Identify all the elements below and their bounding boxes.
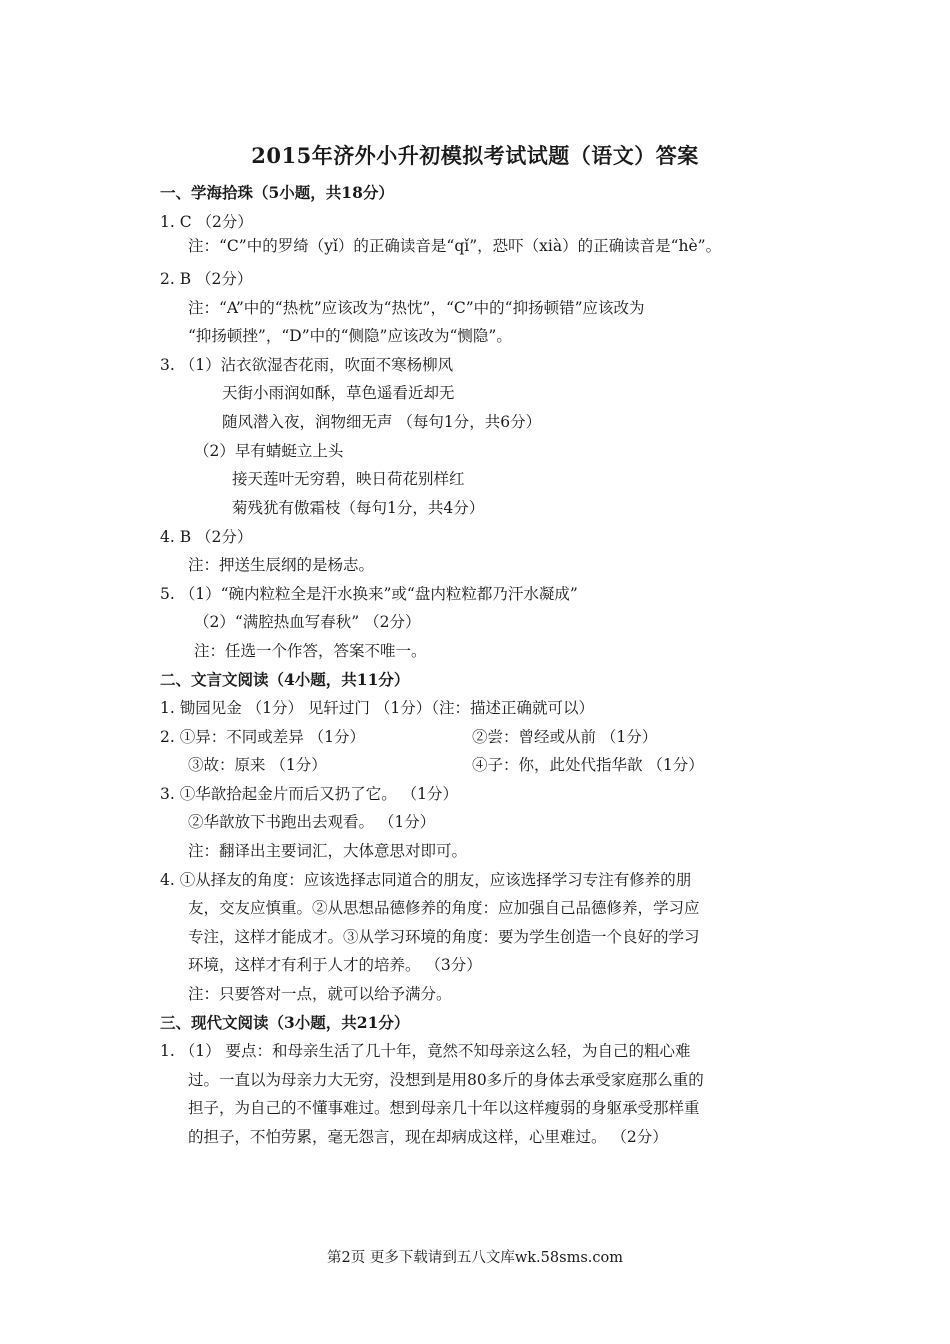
answer-line: 担子，为自己的不懂事难过。想到母亲几十年以这样瘦弱的身躯承受那样重 [188,1099,700,1117]
note-line: 注：“C”中的罗绮（yǐ）的正确读音是“qǐ”，恐吓（xià）的正确读音是“hè”。 [188,237,722,255]
answer-line: （2）早有蜻蜓立上头 [194,442,344,460]
section-heading-2: 二、文言文阅读（4小题，共11分） [160,670,410,689]
answer-line: 专注，这样才能成才。③从学习环境的角度：要为学生创造一个良好的学习 [188,928,700,946]
note-line: 注：任选一个作答，答案不唯一。 [194,642,427,660]
answer-line: ④子：你，此处代指华歆 （1分） [472,756,704,774]
answer-line: 友，交友应慎重。②从思想品德修养的角度：应加强自己品德修养，学习应 [188,899,700,917]
answer-line: 3. （1）沾衣欲湿杏花雨，吹面不寒杨柳风 [160,356,454,374]
page-footer: 第2页 更多下载请到五八文库wk.58sms.com [327,1250,623,1266]
section-heading-3: 三、现代文阅读（3小题，共21分） [160,1013,410,1032]
answer-line: 接天莲叶无穷碧，映日荷花别样红 [232,470,465,488]
answer-line: 1. C （2分） [160,213,253,231]
answer-line: 菊残犹有傲霜枝（每句1分，共4分） [232,499,485,517]
answer-line: 过。一直以为母亲力大无穷，没想到是用80多斤的身体去承受家庭那么重的 [188,1071,704,1089]
answer-line: 随风潜入夜，润物细无声 （每句1分，共6分） [222,413,542,431]
answer-line: 5. （1）“碗内粒粒全是汗水换来”或“盘内粒粒都乃汗水凝成” [160,585,578,603]
answer-line: ③故：原来 （1分） [188,756,327,774]
answer-line: 1. （1） 要点：和母亲生活了几十年，竟然不知母亲这么轻，为自己的粗心难 [160,1042,691,1060]
section-heading-1: 一、学海拾珠（5小题，共18分） [160,183,394,202]
answer-line: ②华歆放下书跑出去观看。 （1分） [188,813,436,831]
note-line: 注：押送生辰纲的是杨志。 [188,556,375,574]
note-line: 注：翻译出主要词汇，大体意思对即可。 [188,842,468,860]
note-line: 注：“A”中的“热枕”应该改为“热忱”，“C”中的“抑扬顿错”应该改为 [188,299,645,317]
answer-line: 环境，这样才有利于人才的培养。 （3分） [188,956,482,974]
answer-line: 天街小雨润如酥，草色遥看近却无 [222,384,455,402]
answer-line: 2. B （2分） [160,270,253,288]
answer-line: （2）“满腔热血写春秋” （2分） [194,613,421,631]
page-title: 2015年济外小升初模拟考试试题（语文）答案 [251,143,699,168]
answer-line: 1. 锄园见金 （1分） 见轩过门 （1分）（注：描述正确就可以） [160,699,594,717]
answer-line: 3. ①华歆拾起金片而后又扔了它。 （1分） [160,785,459,803]
answer-line: 2. ①异：不同或差异 （1分） [160,728,366,746]
answer-line: 4. ①从择友的角度：应该选择志同道合的朋友，应该选择学习专注有修养的朋 [160,871,692,889]
answer-line: ②尝：曾经或从前 （1分） [472,728,658,746]
note-line: “抑扬顿挫”，“D”中的“侧隐”应该改为“恻隐”。 [188,327,512,345]
answer-line: 的担子，不怕劳累，毫无怨言，现在却病成这样，心里难过。 （2分） [188,1128,668,1146]
note-line: 注：只要答对一点，就可以给予满分。 [188,985,452,1003]
answer-line: 4. B （2分） [160,528,253,546]
